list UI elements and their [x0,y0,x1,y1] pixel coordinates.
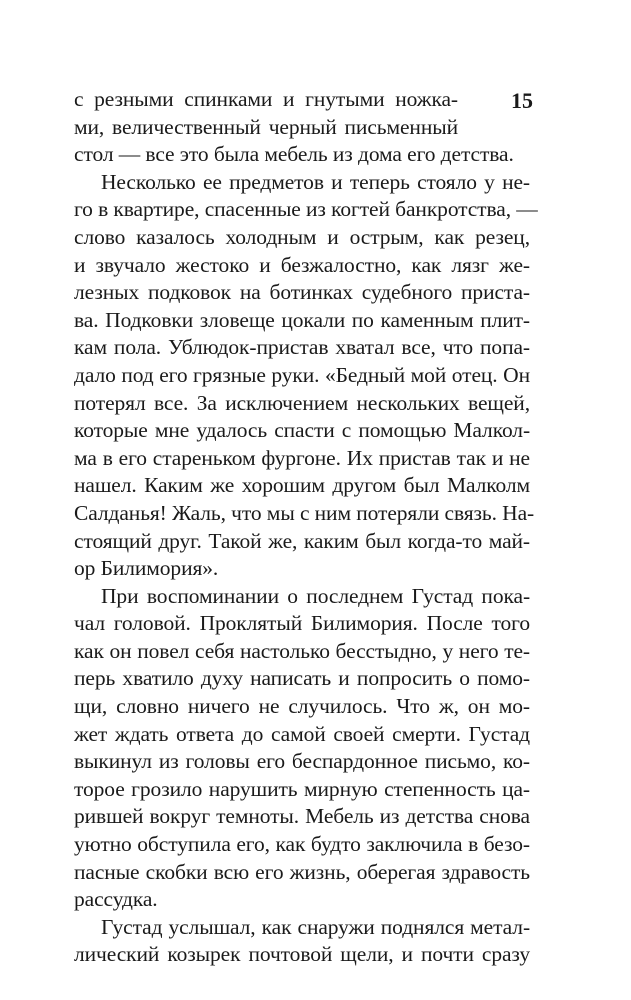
text-line: с резными спинками и гнутыми ножка- [74,87,458,111]
text-line: Салданья! Жаль, что мы с ним потеряли связь. На- [74,500,535,525]
text-line: ва. Подковки зловеще цокали по каменным плит- [74,307,530,332]
paragraph-3 [74,583,530,914]
page-number: 15 [511,88,533,113]
body-text [74,86,538,969]
text-line: перь хватило духу написать и попросить о помо- [74,666,530,691]
text-line: потерял все. За исключением нескольких вещей, [74,390,530,415]
text-line: нашел. Каким же хорошим другом был Малколм [74,473,530,498]
text-line: рассудка. [74,887,158,912]
text-line: рившей вокруг темноты. Мебель из детства снова [74,804,530,829]
text-line: стол — все это была мебель из дома его детства. [74,142,514,167]
text-line: щи, словно ничего не случилось. Что ж, он мо- [74,694,530,719]
paragraph-1 [74,86,530,169]
text-line: кам пола. Ублюдок-пристав хватал все, что попа- [74,335,530,360]
text-line: которые мне удалось спасти с помощью Малкол- [74,418,530,443]
text-line: При воспоминании о последнем Густад пока- [101,583,530,608]
text-line: лический козырек почтовой щели, и почти сразу [74,942,530,967]
text-line: слово казалось холодным и острым, как резец, [74,224,530,249]
paragraph-2 [74,169,538,583]
text-line: дало под его грязные руки. «Бедный мой отец. Он [74,362,530,387]
text-line: го в квартире, спасенные из когтей банкротства, — [74,197,538,222]
text-line: Густад услышал, как снаружи поднялся метал- [101,914,530,939]
text-line: жет ждать ответа до самой своей смерти. Густад [74,721,530,746]
text-line: ор Билимория». [74,556,219,581]
text-line: Несколько ее предметов и теперь стояло у не- [101,169,530,194]
text-line: как он повел себя настолько бесстыдно, у него те- [74,638,530,663]
text-line: чал головой. Проклятый Билимория. После того [74,611,530,636]
paragraph-4 [74,914,530,969]
text-line: ма в его стареньком фургоне. Их пристав так и не [74,445,530,470]
text-line: торое грозило нарушить мирную степенность ца- [74,776,530,801]
text-line: стоящий друг. Такой же, каким был когда-то май- [74,528,530,553]
text-line: и звучало жестоко и безжалостно, как лязг же- [74,252,530,277]
text-line: уютно обступила его, как будто заключила в безо- [74,832,530,857]
text-line: ми, величественный черный письменный [74,114,458,139]
text-line: выкинул из головы его беспардонное письмо, ко- [74,749,530,774]
text-line: лезных подковок на ботинках судебного приста- [74,280,530,305]
text-line: пасные скобки всю его жизнь, оберегая здравость [74,859,530,884]
